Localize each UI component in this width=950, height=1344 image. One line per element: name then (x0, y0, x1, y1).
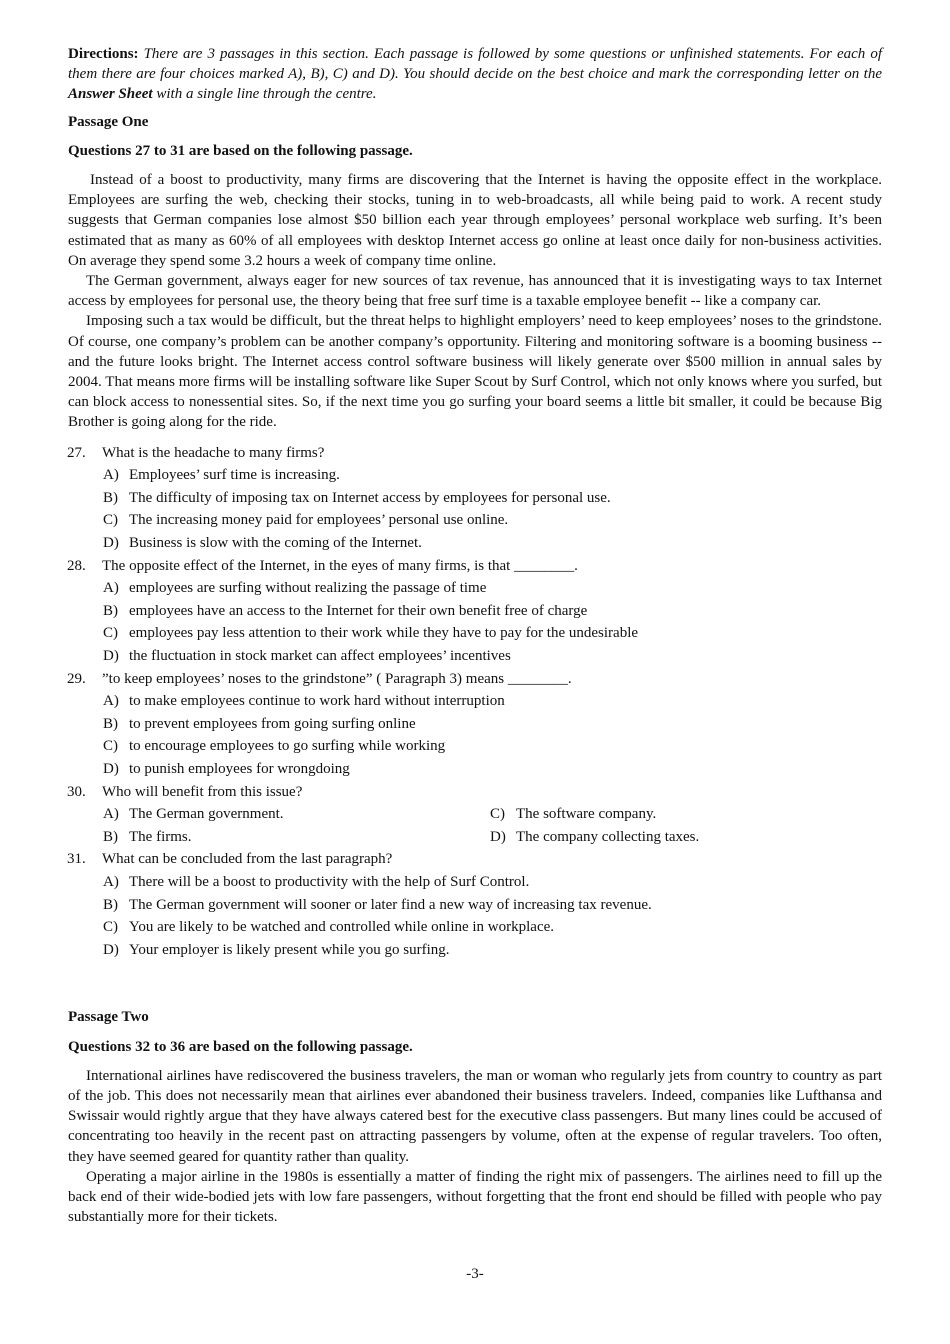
page-number: -3- (466, 1266, 484, 1282)
passage-two-intro: Questions 32 to 36 are based on the following passage. (68, 1038, 413, 1055)
passage-one-paragraph: Imposing such a tax would be difficult, but the threat helps to highlight employers’ need to keep employees’ noses to the grindstone. Of course, one company’s problem can be another company’s opportunity. Filtering and monitoring software is a booming business -- and the future looks bright. The Internet access control software business will likely generate over $500 million in annual sales by 2004. That means more firms will be installing software like Super Scout by Surf Control, which not only knows where you surfed, but can block access to nonessential sites. So, if the next time you go surfing your board seems a little bit smaller, it could be because Big Brother is going along for the ride. (68, 313, 882, 431)
question-31-options (103, 871, 882, 961)
question-number: 28. (67, 557, 86, 574)
option-a[interactable]: A) Employees’ surf time is increasing. (103, 467, 340, 484)
question-30-options (103, 803, 882, 848)
question-31 (68, 848, 882, 871)
option-a[interactable]: A) employees are surfing without realizing the passage of time (103, 580, 487, 597)
answer-sheet-label: Answer Sheet (68, 86, 153, 103)
option-a[interactable]: A) The German government. (103, 806, 284, 823)
question-28-options (103, 577, 882, 667)
option-c[interactable]: C) employees pay less attention to their work while they have to pay for the undesirable (103, 625, 639, 642)
section-divider (68, 961, 882, 1007)
question-stem: The opposite effect of the Internet, in the eyes of many firms, is that ________. (102, 557, 578, 574)
option-b[interactable]: B) The German government will sooner or later find a new way of increasing tax revenue. (103, 896, 652, 913)
passage-one-paragraph: Instead of a boost to productivity, many firms are discovering that the Internet is having the opposite effect in the workplace. Employees are surfing the web, checking their stocks, tuning in to web-broadcasts, all while being paid to work. A recent study suggests that German companies lose almost $50 billion each year through employees’ personal workplace web surfing. It’s been estimated that as many as 60% of all employees with desktop Internet access go online at least once daily for non-business activities. On average they spend some 3.2 hours a week of company time online. (68, 172, 882, 269)
directions-text: There are 3 passages in this section. Each passage is followed by some questions or unfinished statements. For each of them there are four choices marked A), B), C) and D). You should decide on the best choice and mark the corresponding letter on the Answer Sheet with a single line through the centre. (68, 46, 882, 103)
question-stem: Who will benefit from this issue? (102, 783, 303, 800)
passage-one-title: Passage One (68, 113, 149, 130)
passage-two-paragraph: Operating a major airline in the 1980s is essentially a matter of finding the right mix of passengers. The airlines need to fill up the back end of their wide-bodied jets with low fare passengers, without forgetting that the front end should be filled with people who pay substantially more for their tickets. (68, 1168, 882, 1226)
option-c[interactable]: C) The software company. (490, 806, 657, 823)
option-d[interactable]: D) the fluctuation in stock market can affect employees’ incentives (103, 648, 511, 664)
question-27 (68, 442, 882, 465)
option-b[interactable]: B) employees have an access to the Internet for their own benefit free of charge (103, 602, 588, 619)
question-number: 31. (67, 851, 86, 868)
option-d[interactable]: D) The company collecting taxes. (490, 828, 700, 845)
question-27-options (103, 464, 882, 554)
option-b[interactable]: B) The difficulty of imposing tax on Internet access by employees for personal use. (103, 489, 611, 506)
question-30 (68, 781, 882, 804)
option-c[interactable]: C) The increasing money paid for employees’ personal use online. (103, 512, 509, 529)
question-28 (68, 555, 882, 578)
directions (68, 44, 882, 105)
question-stem: ”to keep employees’ noses to the grindstone” ( Paragraph 3) means ________. (102, 670, 572, 687)
option-b[interactable]: B) The firms. (103, 828, 192, 845)
option-d[interactable]: D) to punish employees for wrongdoing (103, 760, 350, 777)
directions-label: Directions: (68, 46, 139, 62)
question-stem: What is the headache to many firms? (102, 444, 325, 461)
question-number: 29. (67, 670, 86, 687)
question-number: 27. (67, 444, 86, 461)
question-29 (68, 668, 882, 691)
passage-one-paragraph: The German government, always eager for new sources of tax revenue, has announced that it is investigating ways to tax Internet access by employees for personal use, the theory being that free surf time is a taxable employee benefit -- like a company car. (68, 273, 882, 310)
option-c[interactable]: C) You are likely to be watched and controlled while online in workplace. (103, 919, 555, 936)
option-d[interactable]: D) Your employer is likely present while you go surfing. (103, 941, 450, 958)
question-list (68, 442, 882, 962)
option-c[interactable]: C) to encourage employees to go surfing while working (103, 738, 446, 755)
option-a[interactable]: A) to make employees continue to work hard without interruption (103, 693, 505, 710)
question-stem: What can be concluded from the last paragraph? (102, 851, 393, 868)
option-b[interactable]: B) to prevent employees from going surfing online (103, 715, 416, 732)
option-d[interactable]: D) Business is slow with the coming of the Internet. (103, 535, 422, 552)
passage-one-intro: Questions 27 to 31 are based on the following passage. (68, 142, 413, 159)
passage-two-title: Passage Two (68, 1009, 149, 1026)
passage-two-paragraph: International airlines have rediscovered the business travelers, the man or woman who regularly jets from country to country as part of the job. This does not necessarily mean that airlines ever abandoned their business travelers. Indeed, companies like Lufthansa and Swissair would rightly argue that they have always catered best for the executive class passengers. But many lines could be accused of concentrating too heavily in the recent past on attracting passengers by volume, often at the expense of regular travelers. Too often, they have seemed geared for quantity rather than quality. (68, 1067, 882, 1165)
option-a[interactable]: A) There will be a boost to productivity with the help of Surf Control. (103, 873, 530, 890)
question-number: 30. (67, 783, 86, 800)
exam-page (68, 44, 882, 1227)
question-29-options (103, 690, 882, 780)
